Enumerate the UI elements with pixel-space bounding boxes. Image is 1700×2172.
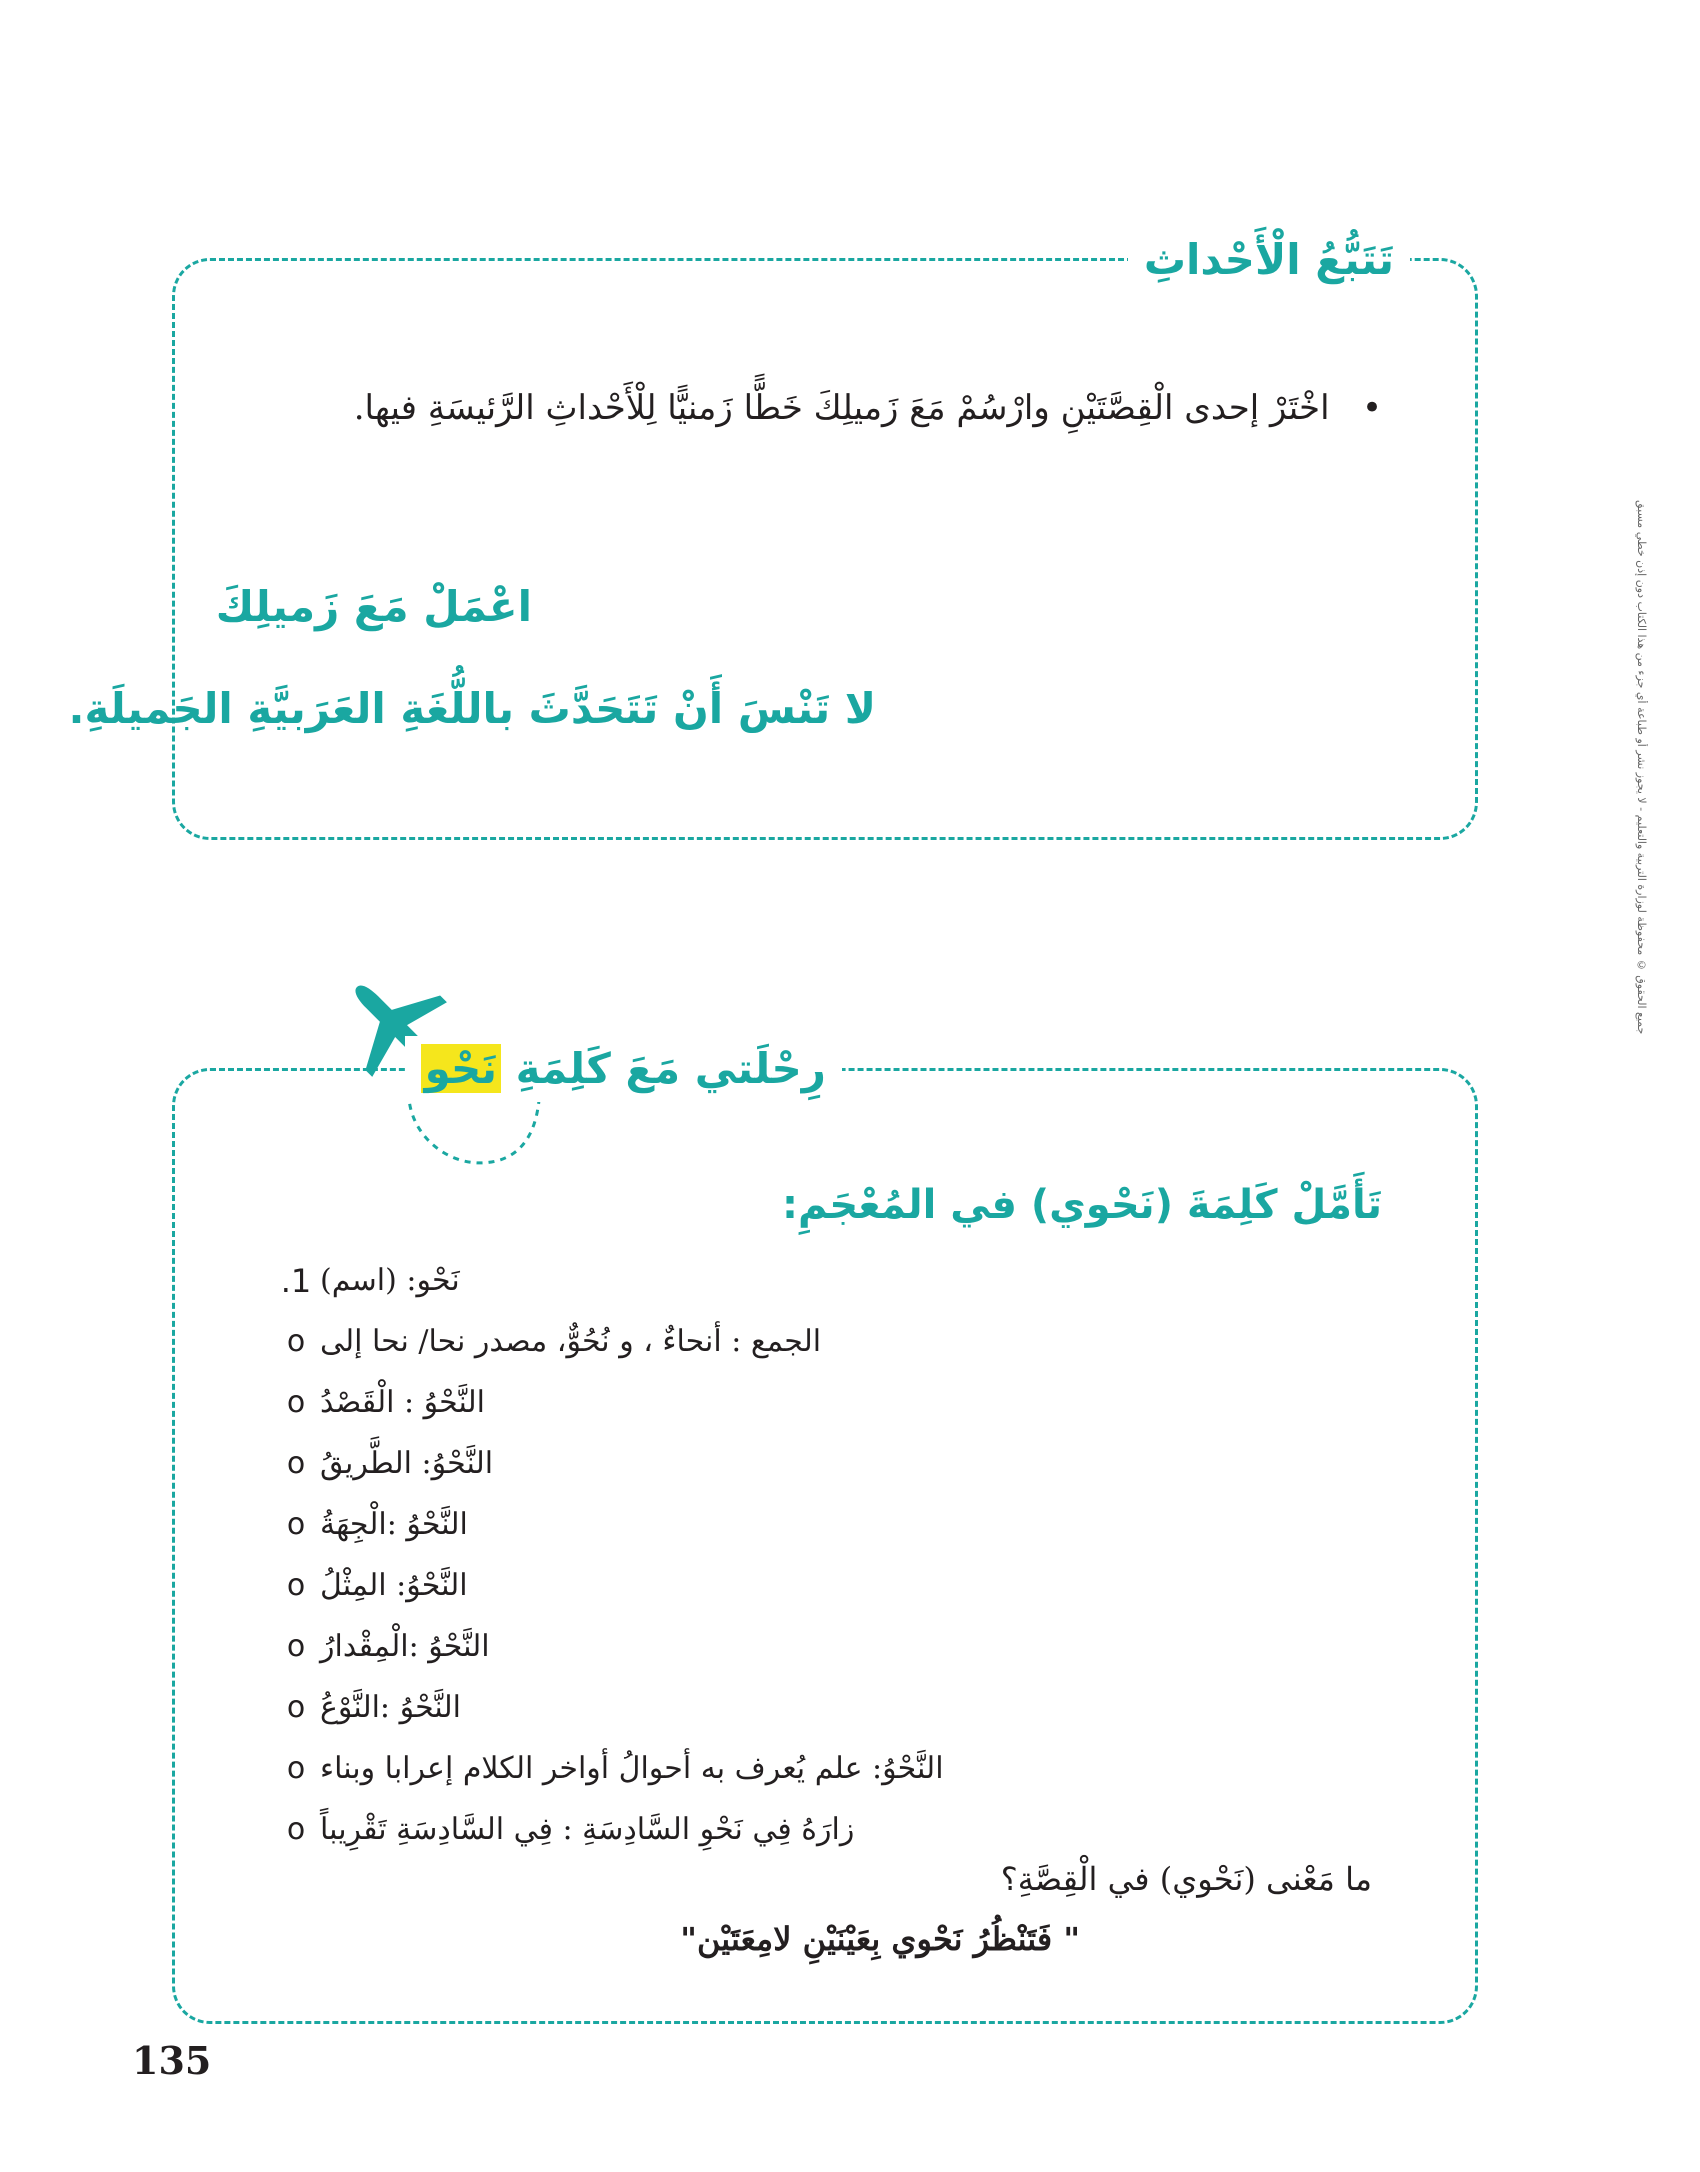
entry-number: 1. (280, 1261, 312, 1300)
dictionary-entry-list (272, 1250, 1372, 1860)
bullet-marker: o (286, 1568, 306, 1603)
story-quote: " فَتَنْظُرُ نَحْوي بِعَيْنَيْنِ لامِعَتَيْن" (680, 1920, 1080, 1958)
word-journey-title-text: رِحْلَتي مَعَ كَلِمَةِ (515, 1044, 826, 1093)
highlighted-word: نَحْو (421, 1044, 501, 1093)
meaning-row (272, 1799, 1372, 1860)
bullet-marker: o (286, 1690, 306, 1725)
copyright-side-note: جميع الحقوق © محفوظة لوزارة التربية والتعليم - لا يجوز نشر أو طباعة أي جزء من هذا الكتاب دون إذن خطي مسبق (1635, 500, 1648, 1035)
bullet-marker: o (286, 1629, 306, 1664)
entry-heading-row (272, 1250, 1372, 1311)
speak-arabic-reminder: لا تَنْسَ أَنْ تَتَحَدَّثَ باللُّغَةِ العَرَبيَّةِ الجَميلَةِ. (68, 684, 876, 733)
meaning-text: الجمع : أنحاءٌ ، و نُحُوٌّ، مصدر نحا/ نحا إلى (320, 1324, 822, 1359)
bullet-marker: o (286, 1812, 306, 1847)
bullet-marker: o (286, 1446, 306, 1481)
meaning-text: النَّحْوُ :الْجِهَةُ (320, 1507, 468, 1542)
events-bullet-text: اخْتَرْ إحدى الْقِصَّتَيْنِ وارْسُمْ مَعَ زَميلِكَ خَطًّا زَمنيًّا لِلْأَحْداثِ الرَّئيسَةِ فيها. (353, 388, 1330, 428)
bullet-marker: o (286, 1324, 306, 1359)
meaning-text: النَّحْوُ: المِثْلُ (320, 1568, 468, 1603)
meaning-row (272, 1677, 1372, 1738)
bullet-marker: o (286, 1751, 306, 1786)
events-bullet-item (282, 388, 1382, 428)
meaning-row (272, 1433, 1372, 1494)
page-number: 135 (132, 2038, 212, 2083)
meaning-row (272, 1494, 1372, 1555)
entry-head: نَحْو: (اسم) (320, 1263, 460, 1298)
events-tracking-box (172, 258, 1478, 840)
meaning-row (272, 1372, 1372, 1433)
meaning-text: النَّحْوُ: علم يُعرف به أحوالُ أواخر الكلام إعرابا وبناء (320, 1751, 944, 1786)
word-journey-title (405, 1036, 842, 1102)
bullet-marker: o (286, 1385, 306, 1420)
events-tracking-title: تَتَبُّعُ الْأَحْداثِ (1128, 232, 1410, 288)
dictionary-instruction: تَأَمَّلْ كَلِمَةَ (نَحْوي) في المُعْجَمِ: (782, 1182, 1382, 1228)
meaning-text: النَّحْوُ: الطَّريقُ (320, 1446, 494, 1481)
work-with-colleague-heading: اعْمَلْ مَعَ زَميلِكَ (215, 582, 532, 631)
meaning-text: النَّحْوُ :النَّوْعُ (320, 1690, 461, 1725)
meaning-row (272, 1616, 1372, 1677)
meaning-row (272, 1311, 1372, 1372)
meaning-row (272, 1738, 1372, 1799)
meaning-text: النَّحْوُ : الْقَصْدُ (320, 1385, 485, 1420)
meaning-row (272, 1555, 1372, 1616)
story-meaning-question: ما مَعْنى (نَحْوي) في الْقِصَّةِ؟ (1000, 1860, 1372, 1898)
meaning-text: زارَهُ فِي نَحْوِ السَّادِسَةِ : فِي السَّادِسَةِ تَقْرِيباً (320, 1812, 855, 1847)
bullet-marker: o (286, 1507, 306, 1542)
bullet-dot: • (1340, 388, 1382, 428)
meaning-text: النَّحْوُ :الْمِقْدارُ (320, 1629, 490, 1664)
